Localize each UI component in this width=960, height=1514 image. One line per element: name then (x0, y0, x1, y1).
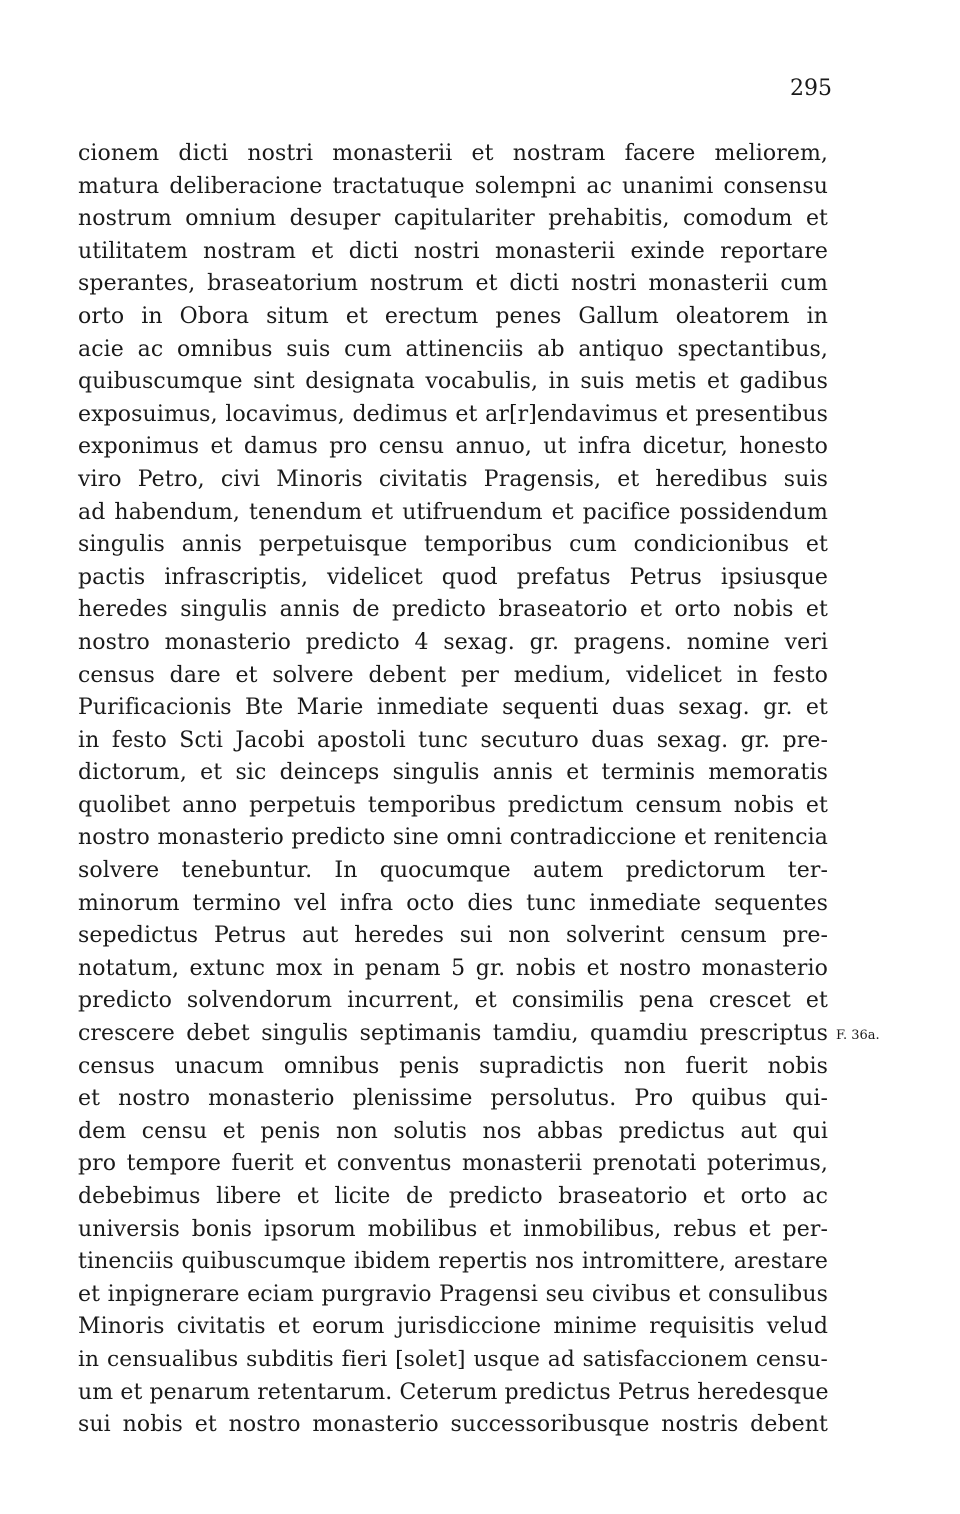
text-line: notatum, extunc mox in penam 5 gr. nobis et nostro monasterio (78, 955, 828, 981)
text-line: quibuscumque sint designata vocabulis, in suis metis et gadibus (78, 369, 828, 395)
text-line: et nostro monasterio plenissime persolutus. Pro quibus qui- (78, 1086, 828, 1112)
body-text (78, 138, 828, 1442)
text-line: crescere debet singulis septimanis tamdiu, quamdiu prescriptus (78, 1021, 828, 1047)
text-line: exposuimus, locavimus, dedimus et ar[r]endavimus et presentibus (78, 401, 828, 427)
page-number: 295 (790, 76, 832, 101)
text-line: cionem dicti nostri monasterii et nostram facere meliorem, (78, 141, 828, 166)
text-line: orto in Obora situm et erectum penes Gallum oleatorem in (78, 303, 828, 329)
text-line: sui nobis et nostro monasterio successoribusque nostris debent (78, 1412, 828, 1438)
text-line: et inpignerare eciam purgravio Pragensi seu civibus et consulibus (78, 1281, 828, 1307)
text-line: um et penarum retentarum. Ceterum predictus Petrus heredesque (78, 1379, 829, 1405)
text-line: sepedictus Petrus aut heredes sui non solverint censum pre- (78, 923, 828, 949)
text-line: quolibet anno perpetuis temporibus predictum censum nobis et (78, 792, 828, 818)
text-line: acie ac omnibus suis cum attinenciis ab antiquo spectantibus, (78, 336, 828, 362)
text-line: Purificacionis Bte Marie inmediate sequenti duas sexag. gr. et (78, 695, 828, 721)
text-line: in censualibus subditis fieri [solet] usque ad satisfaccionem censu- (78, 1346, 828, 1372)
text-line: nostro monasterio predicto sine omni contradiccione et renitencia (78, 825, 828, 851)
text-line: minorum termino vel infra octo dies tunc inmediate sequentes (78, 890, 828, 916)
text-line: census dare et solvere debent per medium, videlicet in festo (78, 662, 828, 688)
text-line: heredes singulis annis de predicto braseatorio et orto nobis et (78, 597, 828, 623)
text-line: ad habendum, tenendum et utifruendum et pacifice possidendum (78, 499, 828, 525)
text-line: dem censu et penis non solutis nos abbas predictus aut qui (78, 1118, 828, 1144)
text-line: viro Petro, civi Minoris civitatis Pragensis, et heredibus suis (78, 466, 828, 492)
text-line: singulis annis perpetuisque temporibus cum condicionibus et (78, 532, 828, 558)
text-line: dictorum, et sic deinceps singulis annis et terminis memoratis (78, 760, 828, 786)
text-line: debebimus libere et licite de predicto braseatorio et orto ac (78, 1184, 828, 1209)
text-line: tinenciis quibuscumque ibidem repertis nos intromittere, arestare (78, 1249, 828, 1275)
text-line: solvere tenebuntur. In quocumque autem predictorum ter- (78, 858, 828, 884)
text-line: utilitatem nostram et dicti nostri monasterii exinde reportare (78, 238, 828, 264)
text-line: pro tempore fuerit et conventus monasterii prenotati poterimus, (78, 1151, 828, 1177)
text-line: sperantes, braseatorium nostrum et dicti nostri monasterii cum (78, 271, 828, 297)
marginal-folio-note: F. 36a. (836, 1028, 880, 1043)
text-line: matura deliberacione tractatuque solempni ac unanimi consensu (78, 173, 828, 199)
text-line: pactis infrascriptis, videlicet quod prefatus Petrus ipsiusque (78, 564, 828, 590)
text-line: universis bonis ipsorum mobilibus et inmobilibus, rebus et per- (78, 1216, 828, 1242)
text-line: nostro monasterio predicto 4 sexag. gr. pragens. nomine veri (78, 629, 828, 655)
text-line: nostrum omnium desuper capitulariter prehabitis, comodum et (78, 206, 828, 232)
text-line: exponimus et damus pro censu annuo, ut infra dicetur, honesto (78, 434, 828, 460)
text-line: census unacum omnibus penis supradictis non fuerit nobis (78, 1053, 828, 1079)
text-line: in festo Scti Jacobi apostoli tunc secuturo duas sexag. gr. pre- (78, 727, 828, 753)
text-line: predicto solvendorum incurrent, et consimilis pena crescet et (78, 988, 828, 1014)
text-line: Minoris civitatis et eorum jurisdiccione minime requisitis velud (78, 1314, 828, 1340)
